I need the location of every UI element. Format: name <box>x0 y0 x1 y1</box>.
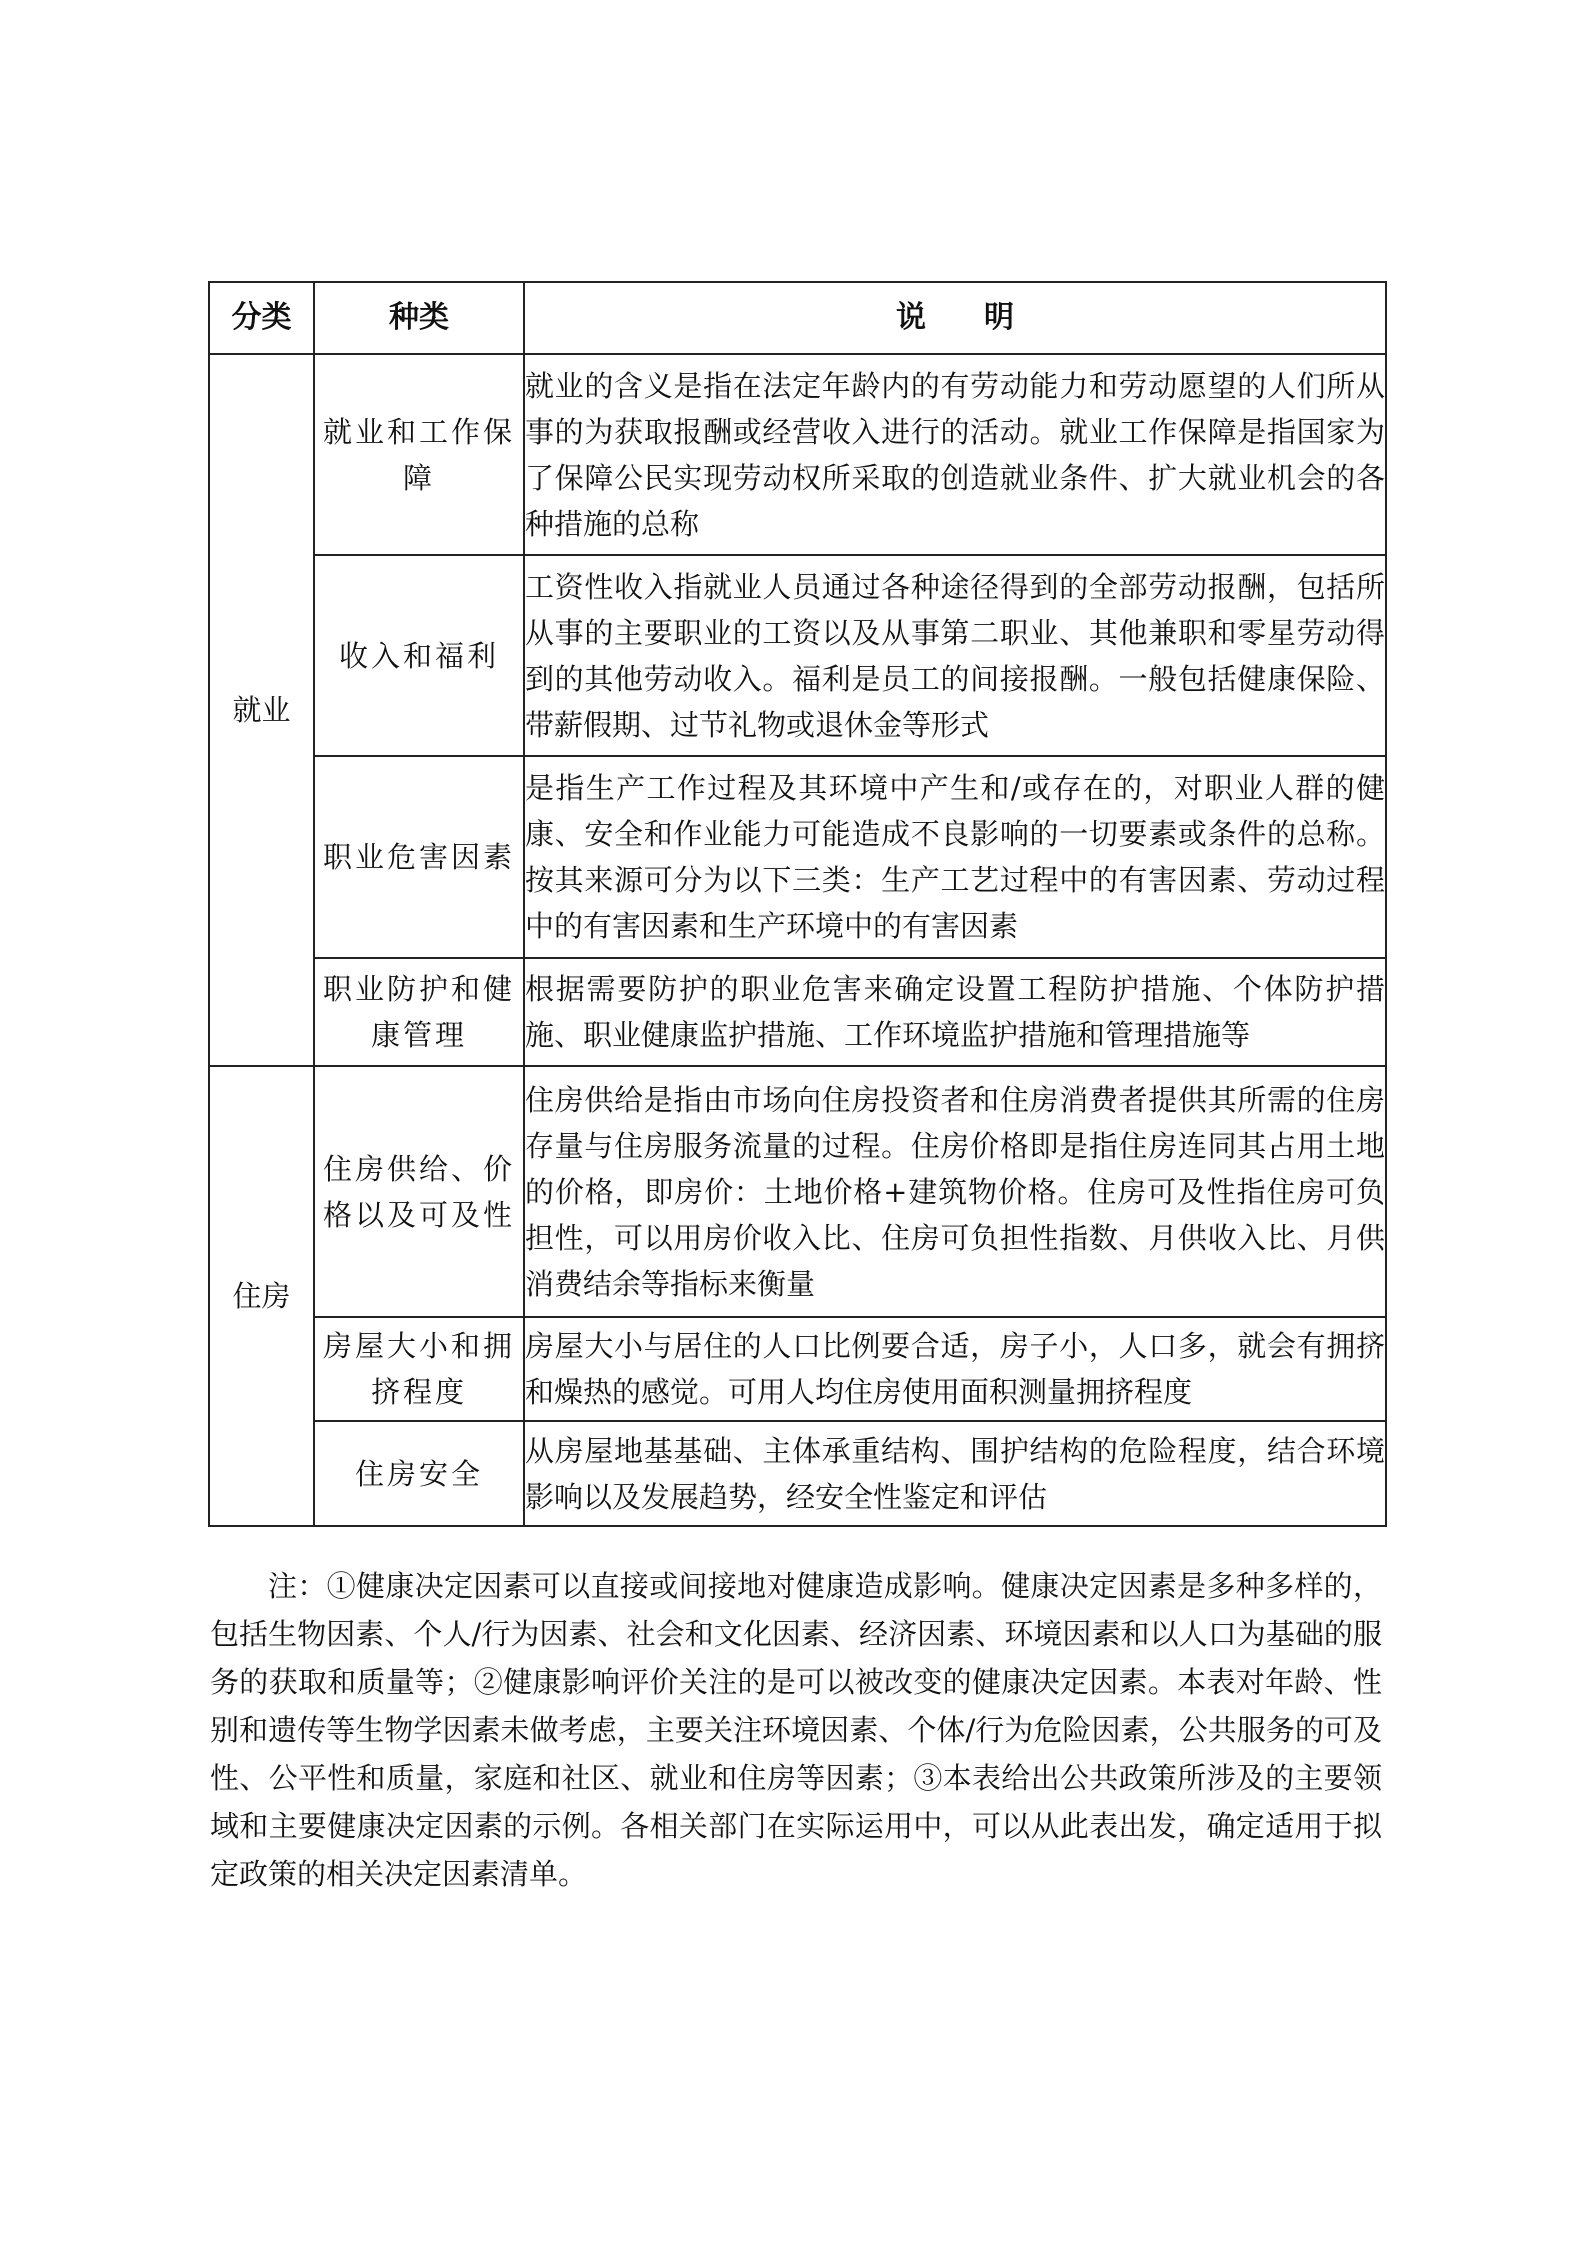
table-row <box>209 1421 1386 1526</box>
table-row <box>209 1317 1386 1421</box>
description-cell: 根据需要防护的职业危害来确定设置工程防护措施、个体防护措施、职业健康监护措施、工作环境监护措施和管理措施等 <box>524 958 1386 1066</box>
table-row <box>209 555 1386 756</box>
category-cell: 住房 <box>209 1066 314 1526</box>
header-category: 分类 <box>209 282 314 354</box>
description-cell: 房屋大小与居住的人口比例要合适，房子小，人口多，就会有拥挤和燥热的感觉。可用人均住房使用面积测量拥挤程度 <box>524 1317 1386 1421</box>
description-cell: 住房供给是指由市场向住房投资者和住房消费者提供其所需的住房存量与住房服务流量的过程。住房价格即是指住房连同其占用土地的价格，即房价：土地价格+建筑物价格。住房可及性指住房可负担性，可以用房价收入比、住房可负担性指数、月供收入比、月供消费结余等指标来衡量 <box>524 1066 1386 1317</box>
kind-cell: 住房供给、价格以及可及性 <box>314 1066 524 1317</box>
table-row <box>209 354 1386 555</box>
kind-cell: 职业危害因素 <box>314 756 524 958</box>
header-kind: 种类 <box>314 282 524 354</box>
kind-cell: 就业和工作保障 <box>314 354 524 555</box>
description-cell: 就业的含义是指在法定年龄内的有劳动能力和劳动愿望的人们所从事的为获取报酬或经营收入进行的活动。就业工作保障是指国家为了保障公民实现劳动权所采取的创造就业条件、扩大就业机会的各种措施的总称 <box>524 354 1386 555</box>
description-cell: 是指生产工作过程及其环境中产生和/或存在的，对职业人群的健康、安全和作业能力可能造成不良影响的一切要素或条件的总称。按其来源可分为以下三类：生产工艺过程中的有害因素、劳动过程中的有害因素和生产环境中的有害因素 <box>524 756 1386 958</box>
category-cell: 就业 <box>209 354 314 1066</box>
kind-cell: 房屋大小和拥挤程度 <box>314 1317 524 1421</box>
table-footnote: 注：①健康决定因素可以直接或间接地对健康造成影响。健康决定因素是多种多样的，包括生物因素、个人/行为因素、社会和文化因素、经济因素、环境因素和以人口为基础的服务的获取和质量等；②健康影响评价关注的是可以被改变的健康决定因素。本表对年龄、性别和遗传等生物学因素未做考虑，主要关注环境因素、个体/行为危险因素，公共服务的可及性、公平性和质量，家庭和社区、就业和住房等因素；③本表给出公共政策所涉及的主要领域和主要健康决定因素的示例。各相关部门在实际运用中，可以从此表出发，确定适用于拟定政策的相关决定因素清单。 <box>210 1569 1382 1891</box>
description-cell: 从房屋地基基础、主体承重结构、围护结构的危险程度，结合环境影响以及发展趋势，经安全性鉴定和评估 <box>524 1421 1386 1526</box>
header-description-char-2: 明 <box>984 300 1014 335</box>
table-row <box>209 756 1386 958</box>
table-header-row <box>209 282 1386 354</box>
kind-cell: 职业防护和健康管理 <box>314 958 524 1066</box>
header-description <box>524 282 1386 354</box>
description-cell: 工资性收入指就业人员通过各种途径得到的全部劳动报酬，包括所从事的主要职业的工资以及从事第二职业、其他兼职和零星劳动得到的其他劳动收入。福利是员工的间接报酬。一般包括健康保险、带薪假期、过节礼物或退休金等形式 <box>524 555 1386 756</box>
table-row <box>209 1066 1386 1317</box>
header-description-char-1: 说 <box>896 300 926 335</box>
health-determinants-table <box>208 281 1387 1527</box>
table-row <box>209 958 1386 1066</box>
kind-cell: 收入和福利 <box>314 555 524 756</box>
kind-cell: 住房安全 <box>314 1421 524 1526</box>
